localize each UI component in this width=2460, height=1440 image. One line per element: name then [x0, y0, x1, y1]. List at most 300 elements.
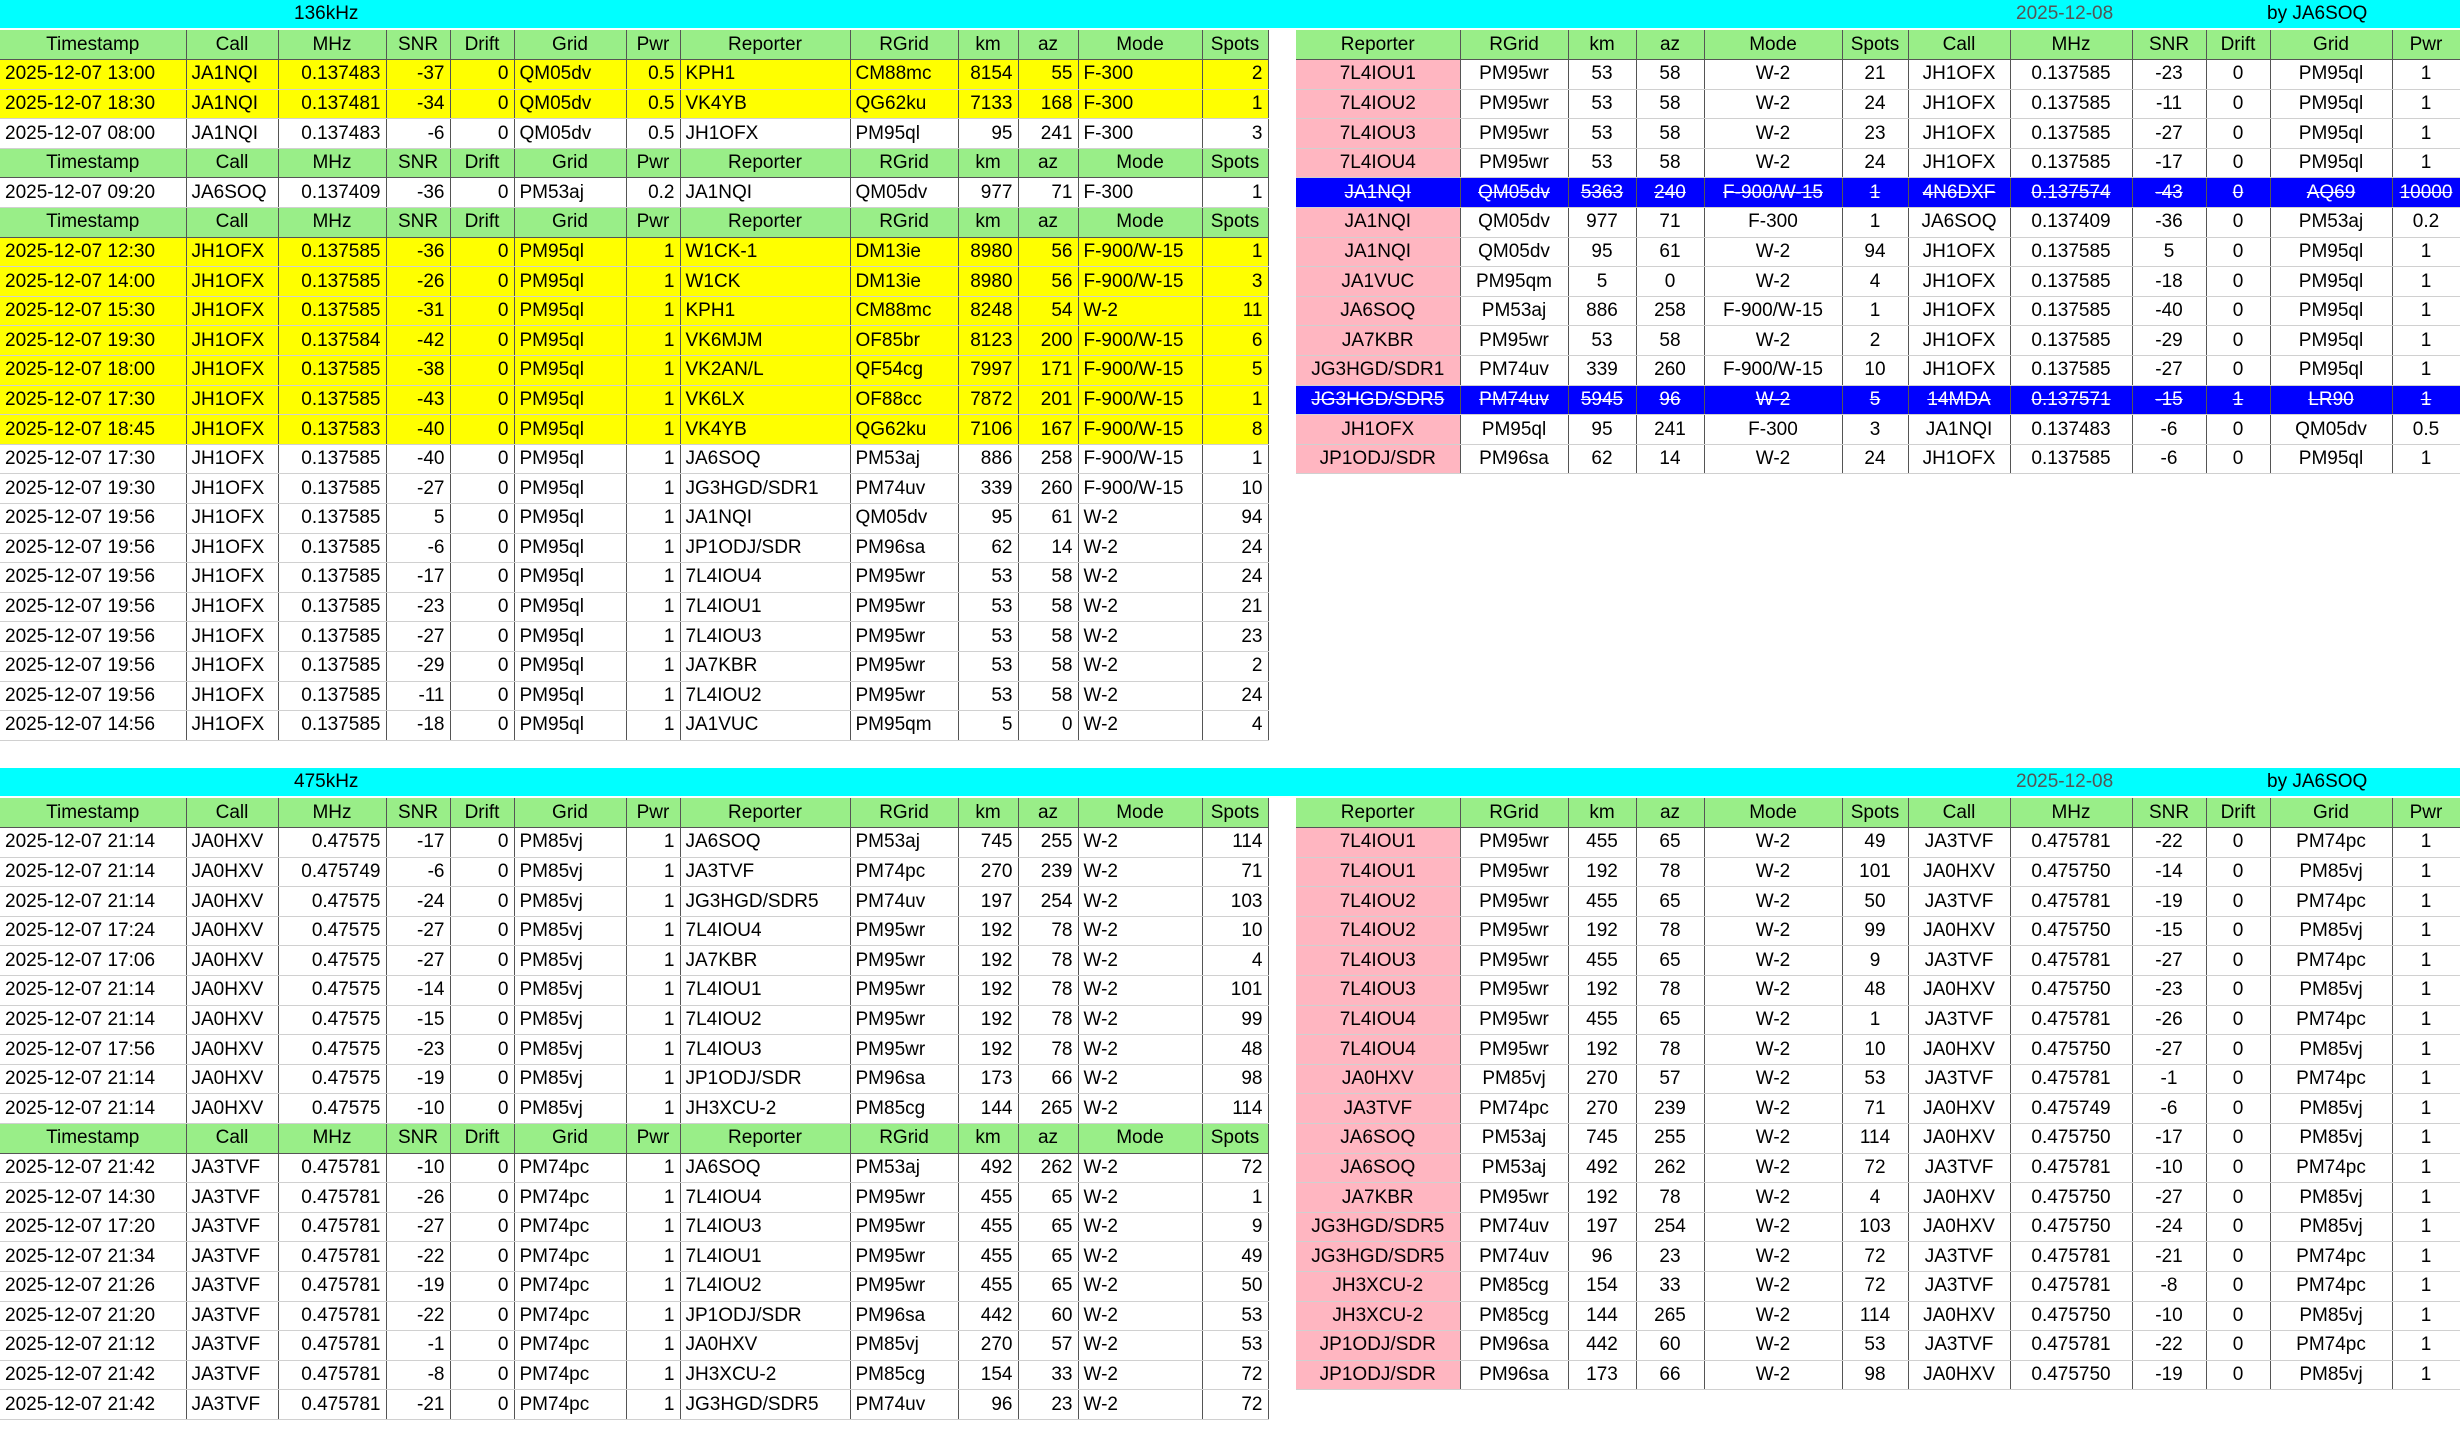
- column-header-km: km: [1568, 30, 1636, 60]
- cell-pwr: 0.5: [626, 60, 680, 90]
- cell-grid: PM74pc: [2270, 1153, 2392, 1183]
- cell-grid: PM85vj: [514, 1064, 626, 1094]
- cell-pwr: 1: [626, 1183, 680, 1213]
- cell-pwr: 1: [2392, 1331, 2460, 1361]
- cell-reporter: JH1OFX: [680, 119, 850, 149]
- cell-drift: 0: [2206, 976, 2270, 1006]
- cell-mode: W-2: [1078, 828, 1202, 858]
- cell-snr: 5: [2132, 237, 2206, 267]
- cell-az: 58: [1636, 119, 1704, 149]
- cell-reporter: JA1VUC: [680, 711, 850, 741]
- cell-km: 197: [958, 887, 1018, 917]
- cell-mode: W-2: [1078, 1035, 1202, 1065]
- cell-mhz: 0.137481: [278, 89, 386, 119]
- cell-az: 78: [1636, 976, 1704, 1006]
- table-header-row: [1296, 798, 2460, 828]
- cell-pwr: 1: [626, 1094, 680, 1124]
- cell-snr: -18: [2132, 267, 2206, 297]
- cell-reporter: 7L4IOU4: [680, 1183, 850, 1213]
- cell-drift: 0: [450, 651, 514, 681]
- cell-km: 192: [958, 1005, 1018, 1035]
- table-row: [0, 1301, 1268, 1331]
- cell-snr: -6: [386, 857, 450, 887]
- cell-km: 8123: [958, 326, 1018, 356]
- cell-pwr: 1: [2392, 1153, 2460, 1183]
- table-row: [0, 504, 1268, 534]
- cell-az: 260: [1018, 474, 1078, 504]
- cell-rgrid: PM95wr: [850, 592, 958, 622]
- table-row: [0, 178, 1268, 208]
- column-header-mhz: MHz: [278, 30, 386, 60]
- cell-grid: PM95ql: [514, 296, 626, 326]
- column-header-drift: Drift: [2206, 798, 2270, 828]
- column-header-snr: SNR: [2132, 798, 2206, 828]
- cell-mode: F-900/W-15: [1078, 326, 1202, 356]
- cell-spots: 72: [1202, 1390, 1268, 1420]
- band-credit: by JA6SOQ: [2267, 771, 2368, 792]
- cell-reporter: JA6SOQ: [680, 828, 850, 858]
- cell-snr: -27: [386, 946, 450, 976]
- cell-grid: PM74pc: [2270, 1242, 2392, 1272]
- column-header-drift: Drift: [450, 1124, 514, 1154]
- cell-call: JA0HXV: [186, 887, 278, 917]
- cell-reporter: VK6MJM: [680, 326, 850, 356]
- cell-grid: LR90: [2270, 385, 2392, 415]
- cell-grid: PM95ql: [514, 592, 626, 622]
- cell-reporter: JA1NQI: [1296, 178, 1460, 208]
- cell-km: 455: [958, 1183, 1018, 1213]
- column-header-grid: Grid: [2270, 798, 2392, 828]
- cell-reporter: VK6LX: [680, 385, 850, 415]
- cell-mhz: 0.137585: [278, 385, 386, 415]
- cell-az: 78: [1018, 946, 1078, 976]
- cell-rgrid: PM74uv: [1460, 1212, 1568, 1242]
- column-header-mode: Mode: [1704, 30, 1842, 60]
- cell-km: 192: [1568, 976, 1636, 1006]
- cell-snr: -15: [386, 1005, 450, 1035]
- cell-drift: 0: [450, 1035, 514, 1065]
- cell-reporter: JA6SOQ: [1296, 296, 1460, 326]
- cell-call: JA6SOQ: [186, 178, 278, 208]
- table-row: [0, 563, 1268, 593]
- cell-az: 57: [1018, 1331, 1078, 1361]
- cell-grid: PM85vj: [2270, 857, 2392, 887]
- cell-km: 154: [1568, 1272, 1636, 1302]
- cell-rgrid: PM95wr: [1460, 1183, 1568, 1213]
- cell-grid: PM53aj: [514, 178, 626, 208]
- cell-spots: 1: [1842, 208, 1908, 238]
- cell-az: 65: [1018, 1242, 1078, 1272]
- cell-mhz: 0.475750: [2010, 1124, 2132, 1154]
- cell-pwr: 1: [2392, 119, 2460, 149]
- cell-pwr: 1: [626, 1301, 680, 1331]
- cell-timestamp: 2025-12-07 17:30: [0, 385, 186, 415]
- cell-pwr: 1: [2392, 60, 2460, 90]
- cell-km: 270: [1568, 1094, 1636, 1124]
- cell-km: 455: [1568, 1005, 1636, 1035]
- cell-az: 240: [1636, 178, 1704, 208]
- cell-grid: PM85vj: [2270, 1124, 2392, 1154]
- cell-mode: W-2: [1078, 592, 1202, 622]
- cell-mode: W-2: [1704, 1272, 1842, 1302]
- column-header-reporter: Reporter: [680, 208, 850, 238]
- cell-drift: 0: [2206, 1183, 2270, 1213]
- cell-rgrid: PM95wr: [850, 1212, 958, 1242]
- cell-mode: F-900/W-15: [1704, 178, 1842, 208]
- cell-rgrid: PM74uv: [850, 1390, 958, 1420]
- cell-call: JH1OFX: [1908, 267, 2010, 297]
- cell-rgrid: PM53aj: [1460, 296, 1568, 326]
- column-header-km: km: [958, 208, 1018, 238]
- cell-reporter: 7L4IOU1: [1296, 828, 1460, 858]
- column-header-call: Call: [1908, 30, 2010, 60]
- cell-call: JH1OFX: [186, 444, 278, 474]
- table-row: [0, 237, 1268, 267]
- cell-mhz: 0.475781: [2010, 828, 2132, 858]
- cell-timestamp: 2025-12-07 18:30: [0, 89, 186, 119]
- cell-reporter: 7L4IOU2: [1296, 916, 1460, 946]
- column-header-reporter: Reporter: [1296, 30, 1460, 60]
- cell-grid: PM85vj: [514, 857, 626, 887]
- cell-timestamp: 2025-12-07 18:00: [0, 356, 186, 386]
- cell-mhz: 0.47575: [278, 1005, 386, 1035]
- cell-drift: 1: [2206, 385, 2270, 415]
- cell-drift: 0: [450, 1331, 514, 1361]
- column-header-reporter: Reporter: [680, 798, 850, 828]
- table-row: [1296, 828, 2460, 858]
- cell-call: JH1OFX: [186, 711, 278, 741]
- cell-grid: PM95ql: [2270, 119, 2392, 149]
- table-row: [0, 356, 1268, 386]
- cell-reporter: 7L4IOU3: [680, 1035, 850, 1065]
- cell-grid: PM95ql: [514, 681, 626, 711]
- cell-az: 200: [1018, 326, 1078, 356]
- cell-rgrid: PM95wr: [1460, 89, 1568, 119]
- cell-mode: W-2: [1078, 533, 1202, 563]
- column-header-spots: Spots: [1202, 148, 1268, 178]
- cell-drift: 0: [450, 976, 514, 1006]
- column-header-spots: Spots: [1842, 798, 1908, 828]
- cell-spots: 98: [1202, 1064, 1268, 1094]
- cell-reporter: JP1ODJ/SDR: [1296, 1331, 1460, 1361]
- cell-mhz: 0.475781: [278, 1153, 386, 1183]
- cell-pwr: 0.5: [2392, 415, 2460, 445]
- table-row: [0, 1242, 1268, 1272]
- table-row: [0, 60, 1268, 90]
- cell-mode: W-2: [1704, 1331, 1842, 1361]
- cell-spots: 1: [1202, 89, 1268, 119]
- cell-call: JA0HXV: [1908, 1212, 2010, 1242]
- cell-reporter: 7L4IOU3: [680, 622, 850, 652]
- cell-snr: -21: [386, 1390, 450, 1420]
- column-header-mode: Mode: [1078, 30, 1202, 60]
- cell-snr: -27: [2132, 119, 2206, 149]
- cell-rgrid: PM95wr: [850, 976, 958, 1006]
- cell-spots: 10: [1202, 916, 1268, 946]
- column-header-timestamp: Timestamp: [0, 208, 186, 238]
- cell-spots: 72: [1842, 1272, 1908, 1302]
- cell-pwr: 1: [2392, 1242, 2460, 1272]
- cell-az: 78: [1018, 1005, 1078, 1035]
- cell-drift: 0: [450, 681, 514, 711]
- cell-spots: 4: [1842, 1183, 1908, 1213]
- table-header-row: [0, 208, 1268, 238]
- cell-rgrid: PM95wr: [1460, 976, 1568, 1006]
- cell-km: 339: [958, 474, 1018, 504]
- cell-reporter: 7L4IOU1: [680, 976, 850, 1006]
- cell-az: 258: [1636, 296, 1704, 326]
- cell-az: 61: [1636, 237, 1704, 267]
- table-header-row: [1296, 30, 2460, 60]
- cell-drift: 0: [450, 828, 514, 858]
- cell-mode: W-2: [1078, 1183, 1202, 1213]
- cell-km: 192: [958, 946, 1018, 976]
- cell-reporter: 7L4IOU3: [1296, 946, 1460, 976]
- cell-km: 270: [1568, 1064, 1636, 1094]
- cell-drift: 0: [450, 1272, 514, 1302]
- cell-pwr: 1: [2392, 356, 2460, 386]
- cell-reporter: JG3HGD/SDR5: [1296, 1212, 1460, 1242]
- cell-pwr: 1: [2392, 1064, 2460, 1094]
- cell-pwr: 1: [2392, 1301, 2460, 1331]
- cell-km: 5363: [1568, 178, 1636, 208]
- cell-mhz: 0.137585: [2010, 89, 2132, 119]
- cell-drift: 0: [2206, 1064, 2270, 1094]
- cell-drift: 0: [2206, 178, 2270, 208]
- cell-call: JA0HXV: [1908, 1360, 2010, 1390]
- column-header-rgrid: RGrid: [850, 208, 958, 238]
- cell-mhz: 0.475781: [2010, 1005, 2132, 1035]
- cell-az: 255: [1018, 828, 1078, 858]
- cell-mode: W-2: [1704, 1183, 1842, 1213]
- cell-pwr: 1: [626, 1153, 680, 1183]
- column-header-rgrid: RGrid: [850, 1124, 958, 1154]
- cell-call: JH1OFX: [186, 651, 278, 681]
- cell-drift: 0: [450, 946, 514, 976]
- cell-grid: PM74pc: [514, 1212, 626, 1242]
- cell-spots: 4: [1202, 946, 1268, 976]
- column-header-rgrid: RGrid: [850, 148, 958, 178]
- cell-reporter: 7L4IOU4: [680, 563, 850, 593]
- cell-grid: PM95ql: [2270, 326, 2392, 356]
- cell-call: JH1OFX: [1908, 326, 2010, 356]
- cell-timestamp: 2025-12-07 19:56: [0, 681, 186, 711]
- cell-spots: 103: [1202, 887, 1268, 917]
- cell-az: 255: [1636, 1124, 1704, 1154]
- cell-call: JA3TVF: [1908, 1272, 2010, 1302]
- cell-pwr: 1: [626, 1242, 680, 1272]
- cell-reporter: JP1ODJ/SDR: [1296, 444, 1460, 474]
- cell-reporter: 7L4IOU1: [680, 1242, 850, 1272]
- cell-snr: -34: [386, 89, 450, 119]
- table-row: [0, 267, 1268, 297]
- table-row: [0, 622, 1268, 652]
- cell-mhz: 0.475781: [278, 1301, 386, 1331]
- cell-az: 65: [1636, 1005, 1704, 1035]
- cell-rgrid: QM05dv: [1460, 178, 1568, 208]
- cell-pwr: 1: [2392, 1360, 2460, 1390]
- cell-km: 144: [958, 1094, 1018, 1124]
- cell-mode: W-2: [1704, 916, 1842, 946]
- cell-snr: -27: [386, 1212, 450, 1242]
- cell-az: 167: [1018, 415, 1078, 445]
- column-header-grid: Grid: [514, 30, 626, 60]
- cell-grid: PM95ql: [2270, 148, 2392, 178]
- cell-pwr: 1: [626, 267, 680, 297]
- table-row: [0, 474, 1268, 504]
- cell-rgrid: PM85cg: [850, 1360, 958, 1390]
- cell-call: JA0HXV: [186, 946, 278, 976]
- cell-reporter: JA6SOQ: [1296, 1124, 1460, 1154]
- cell-grid: PM95ql: [514, 385, 626, 415]
- cell-call: JA1NQI: [186, 60, 278, 90]
- cell-drift: 0: [450, 1005, 514, 1035]
- cell-mhz: 0.137585: [278, 622, 386, 652]
- column-header-rgrid: RGrid: [1460, 30, 1568, 60]
- column-header-km: km: [958, 798, 1018, 828]
- table-row: [0, 533, 1268, 563]
- cell-mode: W-2: [1078, 1242, 1202, 1272]
- cell-rgrid: PM95wr: [850, 681, 958, 711]
- cell-call: JA0HXV: [186, 976, 278, 1006]
- table-row: [0, 444, 1268, 474]
- cell-call: JH1OFX: [186, 474, 278, 504]
- table-row: [0, 681, 1268, 711]
- cell-pwr: 1: [626, 415, 680, 445]
- cell-reporter: JG3HGD/SDR5: [680, 1390, 850, 1420]
- cell-reporter: JH3XCU-2: [680, 1360, 850, 1390]
- table-row: [0, 1005, 1268, 1035]
- cell-timestamp: 2025-12-07 12:30: [0, 237, 186, 267]
- cell-mhz: 0.137585: [2010, 326, 2132, 356]
- cell-rgrid: PM96sa: [1460, 1360, 1568, 1390]
- cell-snr: -15: [2132, 385, 2206, 415]
- cell-rgrid: PM74uv: [1460, 385, 1568, 415]
- cell-mode: W-2: [1078, 1153, 1202, 1183]
- cell-grid: PM95ql: [2270, 296, 2392, 326]
- cell-mhz: 0.137585: [278, 296, 386, 326]
- table-row: [0, 1153, 1268, 1183]
- column-header-drift: Drift: [450, 208, 514, 238]
- cell-az: 33: [1636, 1272, 1704, 1302]
- cell-snr: -23: [2132, 976, 2206, 1006]
- cell-snr: -26: [2132, 1005, 2206, 1035]
- table-row: [1296, 415, 2460, 445]
- cell-km: 96: [958, 1390, 1018, 1420]
- cell-rgrid: QG62ku: [850, 89, 958, 119]
- cell-grid: PM95ql: [514, 651, 626, 681]
- cell-reporter: JA0HXV: [1296, 1064, 1460, 1094]
- column-header-timestamp: Timestamp: [0, 1124, 186, 1154]
- cell-call: JH1OFX: [1908, 237, 2010, 267]
- cell-reporter: JA7KBR: [1296, 1183, 1460, 1213]
- cell-snr: -6: [2132, 444, 2206, 474]
- cell-rgrid: PM95wr: [850, 1272, 958, 1302]
- cell-rgrid: PM95qm: [1460, 267, 1568, 297]
- cell-drift: 0: [450, 415, 514, 445]
- cell-snr: -6: [386, 119, 450, 149]
- table-row: [1296, 1064, 2460, 1094]
- cell-drift: 0: [2206, 887, 2270, 917]
- cell-km: 886: [958, 444, 1018, 474]
- cell-snr: 5: [386, 504, 450, 534]
- cell-spots: 3: [1842, 415, 1908, 445]
- cell-spots: 24: [1842, 89, 1908, 119]
- cell-rgrid: PM53aj: [1460, 1153, 1568, 1183]
- cell-az: 241: [1018, 119, 1078, 149]
- cell-spots: 53: [1202, 1331, 1268, 1361]
- band-136-header: [0, 0, 2460, 28]
- cell-call: JA1NQI: [186, 119, 278, 149]
- cell-mhz: 0.137585: [278, 237, 386, 267]
- cell-timestamp: 2025-12-07 19:56: [0, 563, 186, 593]
- cell-snr: -26: [386, 267, 450, 297]
- cell-az: 239: [1636, 1094, 1704, 1124]
- table-row: [1296, 208, 2460, 238]
- cell-drift: 0: [2206, 1212, 2270, 1242]
- table-row: [1296, 296, 2460, 326]
- spots-475-by-call-table: [0, 798, 1269, 1420]
- cell-az: 66: [1018, 1064, 1078, 1094]
- cell-pwr: 1: [2392, 1124, 2460, 1154]
- cell-rgrid: PM74uv: [1460, 1242, 1568, 1272]
- cell-timestamp: 2025-12-07 17:24: [0, 916, 186, 946]
- cell-call: JA3TVF: [1908, 1005, 2010, 1035]
- cell-mode: W-2: [1078, 711, 1202, 741]
- cell-rgrid: PM95wr: [850, 1242, 958, 1272]
- table-row: [0, 976, 1268, 1006]
- cell-spots: 1: [1842, 296, 1908, 326]
- cell-mhz: 0.137483: [2010, 415, 2132, 445]
- cell-snr: -26: [386, 1183, 450, 1213]
- cell-grid: PM74pc: [514, 1360, 626, 1390]
- cell-pwr: 1: [2392, 148, 2460, 178]
- cell-rgrid: PM53aj: [850, 444, 958, 474]
- cell-az: 239: [1018, 857, 1078, 887]
- cell-snr: -15: [2132, 916, 2206, 946]
- table-row: [1296, 1301, 2460, 1331]
- cell-call: JH1OFX: [1908, 89, 2010, 119]
- cell-drift: 0: [2206, 148, 2270, 178]
- cell-spots: 98: [1842, 1360, 1908, 1390]
- cell-reporter: JA6SOQ: [1296, 1153, 1460, 1183]
- cell-spots: 24: [1202, 563, 1268, 593]
- cell-mhz: 0.137585: [278, 267, 386, 297]
- column-header-rgrid: RGrid: [1460, 798, 1568, 828]
- cell-mhz: 0.475750: [2010, 1212, 2132, 1242]
- cell-mode: W-2: [1704, 1153, 1842, 1183]
- cell-rgrid: PM95wr: [850, 1183, 958, 1213]
- cell-km: 53: [958, 563, 1018, 593]
- column-header-pwr: Pwr: [626, 798, 680, 828]
- cell-spots: 2: [1202, 60, 1268, 90]
- cell-reporter: JP1ODJ/SDR: [680, 1301, 850, 1331]
- column-header-km: km: [958, 1124, 1018, 1154]
- cell-call: JA0HXV: [186, 828, 278, 858]
- cell-mhz: 0.475750: [2010, 1360, 2132, 1390]
- cell-snr: -27: [2132, 356, 2206, 386]
- cell-rgrid: PM95wr: [850, 946, 958, 976]
- cell-grid: PM95ql: [2270, 356, 2392, 386]
- cell-grid: PM85vj: [514, 916, 626, 946]
- cell-reporter: KPH1: [680, 296, 850, 326]
- cell-timestamp: 2025-12-07 21:20: [0, 1301, 186, 1331]
- cell-km: 62: [1568, 444, 1636, 474]
- cell-km: 53: [958, 622, 1018, 652]
- cell-pwr: 1: [626, 916, 680, 946]
- cell-mode: W-2: [1704, 1124, 1842, 1154]
- cell-grid: PM95ql: [514, 267, 626, 297]
